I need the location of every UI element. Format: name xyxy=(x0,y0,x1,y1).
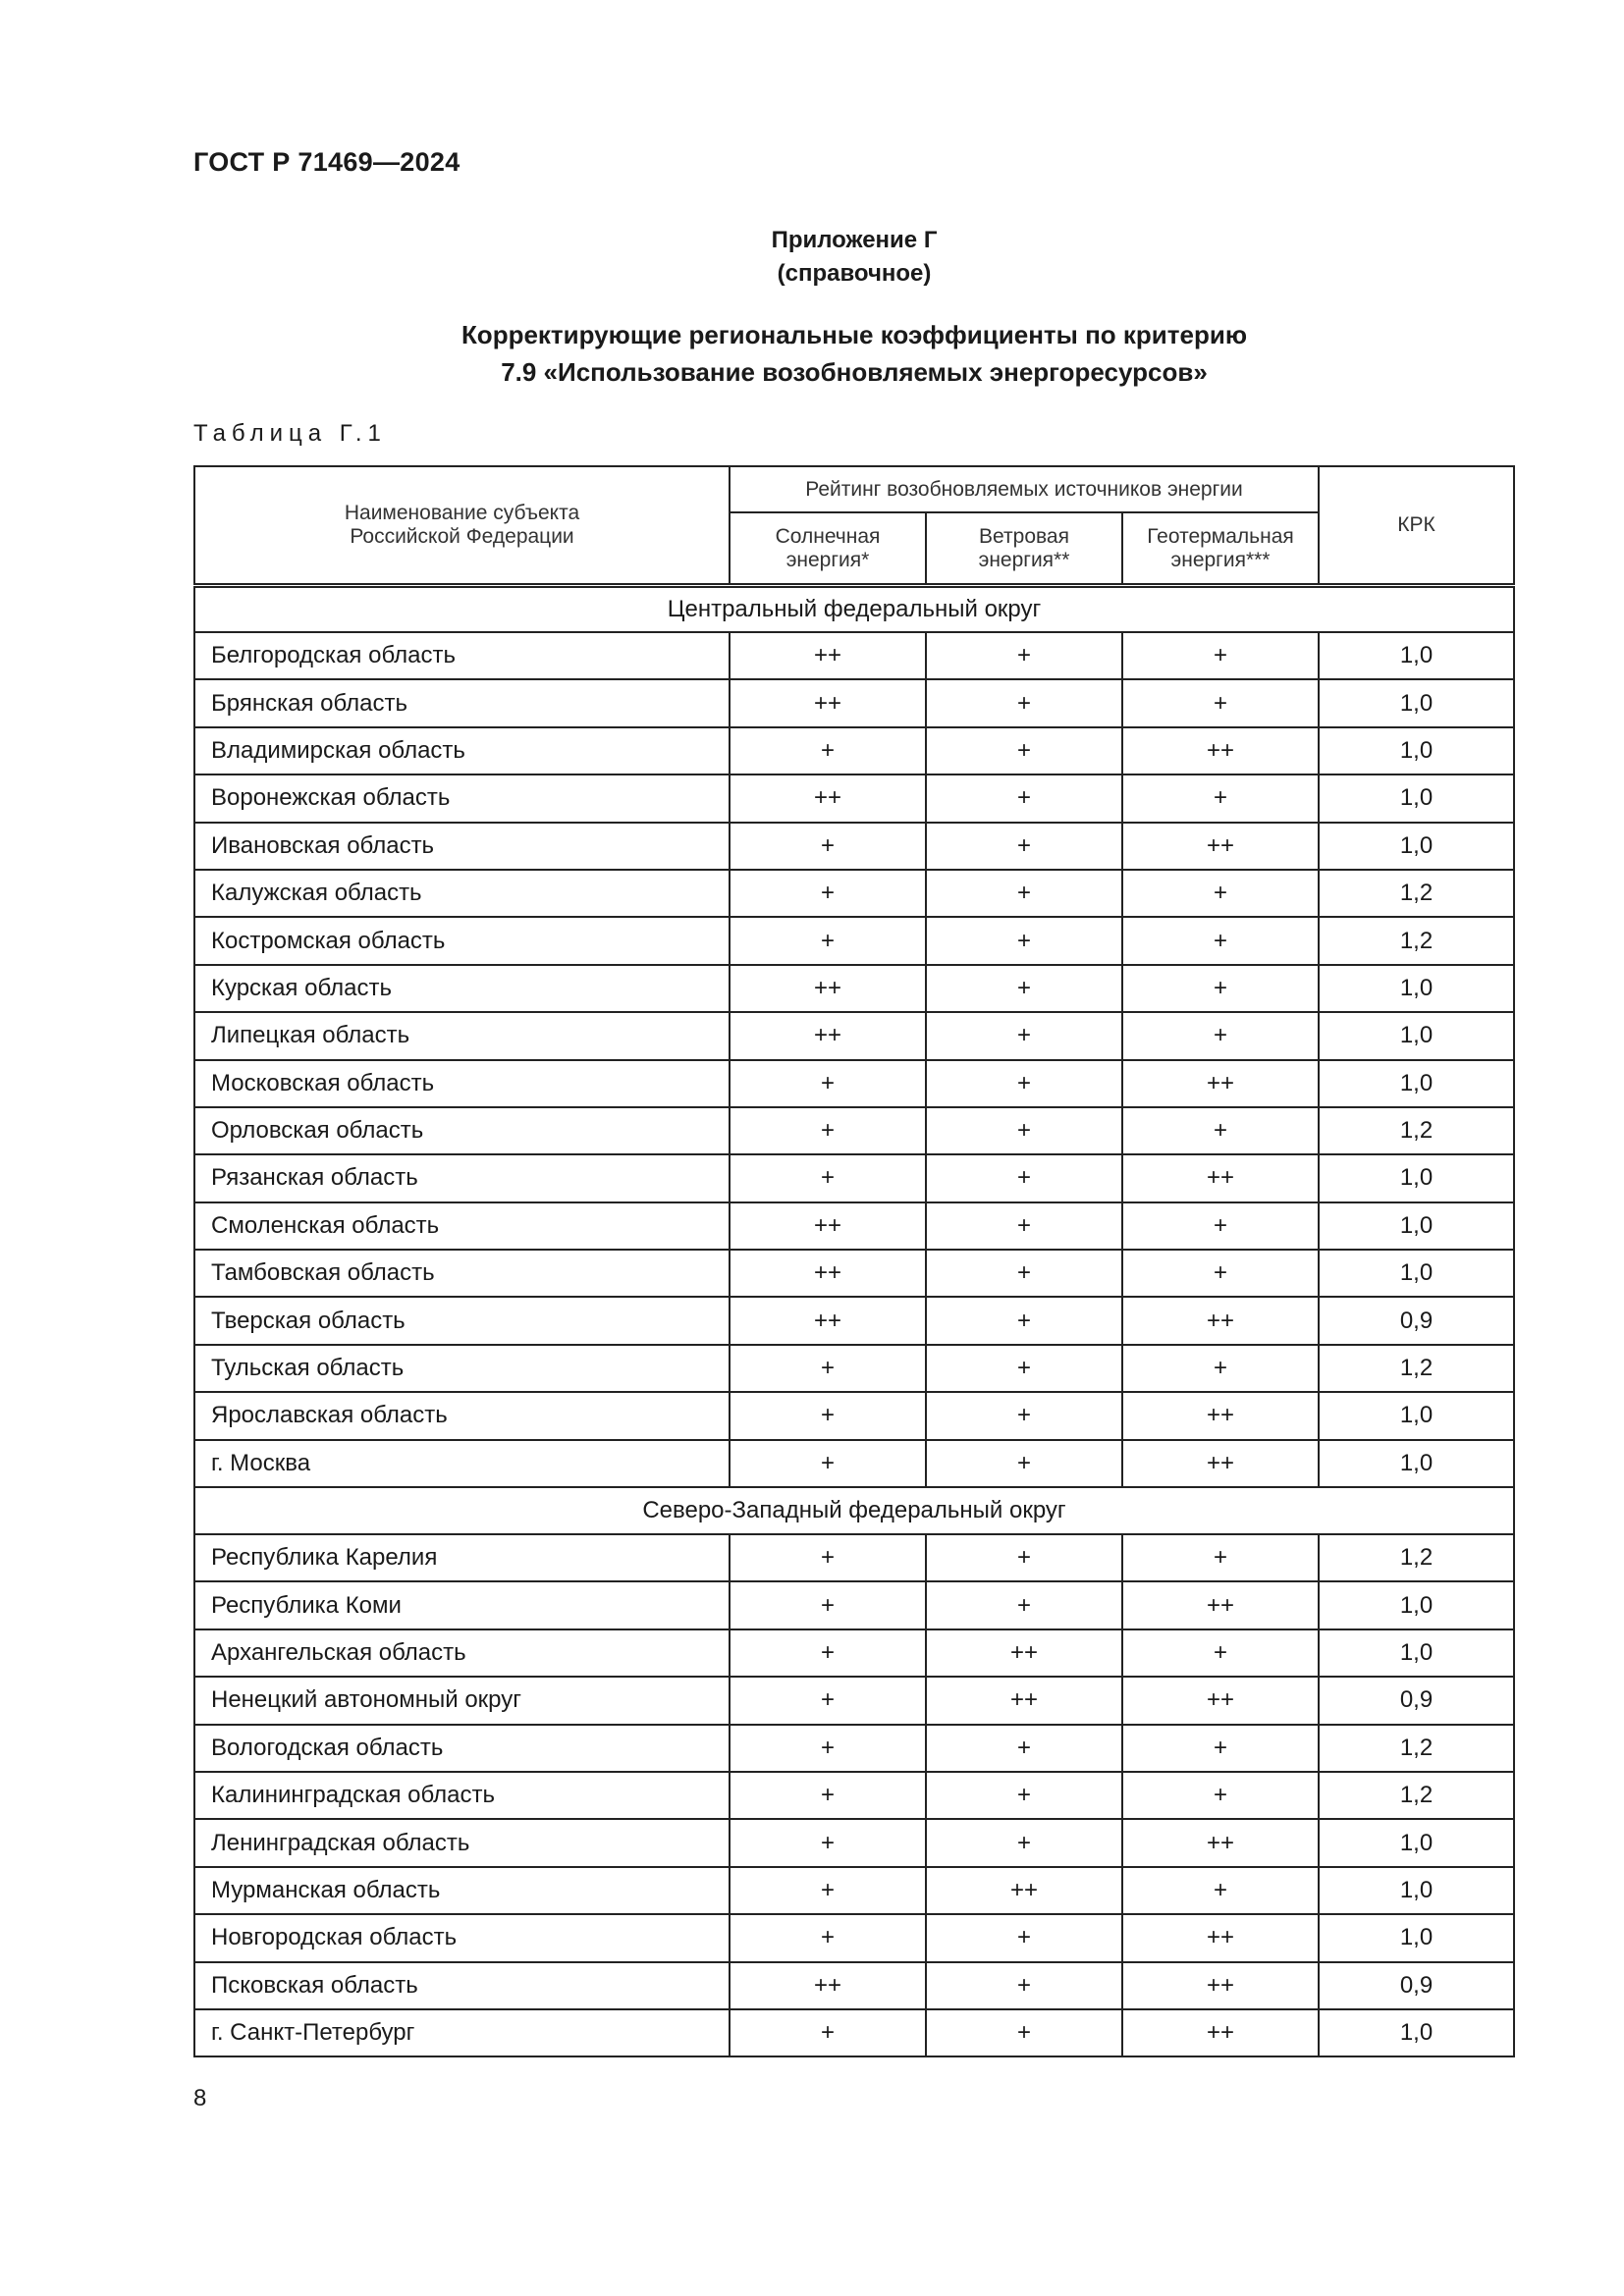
region-name-cell: Владимирская область xyxy=(194,727,730,774)
wind-cell: + xyxy=(926,1154,1122,1201)
appendix-title: Приложение Г xyxy=(771,227,938,253)
table-row xyxy=(194,1297,1514,1344)
krk-cell: 1,0 xyxy=(1319,1392,1514,1439)
geothermal-cell: ++ xyxy=(1122,823,1319,870)
geothermal-cell: ++ xyxy=(1122,1581,1319,1629)
region-name-cell: Тамбовская область xyxy=(194,1250,730,1297)
krk-cell: 1,2 xyxy=(1319,917,1514,964)
header-krk: КРК xyxy=(1319,466,1514,586)
region-name-cell: Костромская область xyxy=(194,917,730,964)
table-row xyxy=(194,1677,1514,1724)
section-heading xyxy=(0,316,1624,391)
region-name-cell: Новгородская область xyxy=(194,1914,730,1961)
wind-cell: + xyxy=(926,1012,1122,1059)
krk-cell: 1,2 xyxy=(1319,1725,1514,1772)
solar-cell: + xyxy=(730,1345,926,1392)
geothermal-cell: ++ xyxy=(1122,1297,1319,1344)
geothermal-cell: + xyxy=(1122,965,1319,1012)
geothermal-cell: ++ xyxy=(1122,1154,1319,1201)
region-name-cell: Воронежская область xyxy=(194,774,730,822)
geothermal-cell: + xyxy=(1122,679,1319,726)
table-row xyxy=(194,2009,1514,2056)
krk-cell: 1,2 xyxy=(1319,1772,1514,1819)
wind-cell: ++ xyxy=(926,1629,1122,1677)
wind-cell: + xyxy=(926,679,1122,726)
header-wind-line-2: энергия** xyxy=(978,548,1070,571)
table-row xyxy=(194,1012,1514,1059)
header-subject-line-2: Российской Федерации xyxy=(350,525,574,548)
solar-cell: ++ xyxy=(730,965,926,1012)
krk-cell: 1,2 xyxy=(1319,1534,1514,1581)
krk-cell: 0,9 xyxy=(1319,1677,1514,1724)
geothermal-cell: + xyxy=(1122,917,1319,964)
solar-cell: + xyxy=(730,2009,926,2056)
region-name-cell: Республика Коми xyxy=(194,1581,730,1629)
table-row xyxy=(194,870,1514,917)
solar-cell: + xyxy=(730,1629,926,1677)
krk-cell: 1,0 xyxy=(1319,632,1514,679)
table-row xyxy=(194,1440,1514,1487)
wind-cell: + xyxy=(926,1060,1122,1107)
region-name-cell: Белгородская область xyxy=(194,632,730,679)
geothermal-cell: + xyxy=(1122,1202,1319,1250)
wind-cell: + xyxy=(926,1725,1122,1772)
region-name-cell: Ненецкий автономный округ xyxy=(194,1677,730,1724)
wind-cell: + xyxy=(926,632,1122,679)
solar-cell: ++ xyxy=(730,1962,926,2009)
table-row xyxy=(194,1581,1514,1629)
solar-cell: ++ xyxy=(730,679,926,726)
heading-line-2: 7.9 «Использование возобновляемых энергоресурсов» xyxy=(501,357,1208,387)
solar-cell: + xyxy=(730,1392,926,1439)
header-solar-line-2: энергия* xyxy=(785,548,870,571)
geothermal-cell: + xyxy=(1122,870,1319,917)
region-name-cell: Мурманская область xyxy=(194,1867,730,1914)
wind-cell: + xyxy=(926,1250,1122,1297)
header-subject-line-1: Наименование субъекта xyxy=(344,502,580,524)
header-wind-line-1: Ветровая xyxy=(979,524,1069,548)
region-name-cell: Орловская область xyxy=(194,1107,730,1154)
table-row xyxy=(194,1060,1514,1107)
krk-cell: 1,2 xyxy=(1319,1107,1514,1154)
header-geothermal xyxy=(1122,512,1319,586)
solar-cell: ++ xyxy=(730,1012,926,1059)
table-row xyxy=(194,1962,1514,2009)
solar-cell: + xyxy=(730,1060,926,1107)
table-header-row-1 xyxy=(194,466,1514,512)
table-row xyxy=(194,1867,1514,1914)
region-name-cell: Архангельская область xyxy=(194,1629,730,1677)
wind-cell: ++ xyxy=(926,1677,1122,1724)
document-code: ГОСТ Р 71469—2024 xyxy=(193,147,460,177)
appendix-block xyxy=(0,224,1624,291)
geothermal-cell: + xyxy=(1122,1107,1319,1154)
table-row xyxy=(194,679,1514,726)
region-name-cell: г. Москва xyxy=(194,1440,730,1487)
geothermal-cell: ++ xyxy=(1122,727,1319,774)
federal-district-row xyxy=(194,586,1514,633)
krk-cell: 0,9 xyxy=(1319,1962,1514,2009)
region-name-cell: Московская область xyxy=(194,1060,730,1107)
wind-cell: + xyxy=(926,2009,1122,2056)
krk-cell: 1,0 xyxy=(1319,965,1514,1012)
table-row xyxy=(194,965,1514,1012)
wind-cell: + xyxy=(926,1962,1122,2009)
table-row xyxy=(194,1392,1514,1439)
solar-cell: ++ xyxy=(730,1202,926,1250)
solar-cell: + xyxy=(730,1772,926,1819)
solar-cell: ++ xyxy=(730,632,926,679)
geothermal-cell: + xyxy=(1122,1772,1319,1819)
table-row xyxy=(194,917,1514,964)
table-row xyxy=(194,1250,1514,1297)
region-name-cell: Ленинградская область xyxy=(194,1819,730,1866)
appendix-subtitle: (справочное) xyxy=(777,260,932,287)
solar-cell: + xyxy=(730,727,926,774)
wind-cell: + xyxy=(926,1772,1122,1819)
wind-cell: + xyxy=(926,1440,1122,1487)
krk-cell: 1,0 xyxy=(1319,1819,1514,1866)
region-name-cell: Смоленская область xyxy=(194,1202,730,1250)
geothermal-cell: + xyxy=(1122,1012,1319,1059)
geothermal-cell: + xyxy=(1122,632,1319,679)
table-row xyxy=(194,1819,1514,1866)
wind-cell: + xyxy=(926,1345,1122,1392)
region-name-cell: г. Санкт-Петербург xyxy=(194,2009,730,2056)
geothermal-cell: + xyxy=(1122,1725,1319,1772)
header-rating: Рейтинг возобновляемых источников энергии xyxy=(730,466,1319,512)
wind-cell: ++ xyxy=(926,1867,1122,1914)
krk-cell: 1,0 xyxy=(1319,823,1514,870)
geothermal-cell: ++ xyxy=(1122,1392,1319,1439)
wind-cell: + xyxy=(926,774,1122,822)
geothermal-cell: + xyxy=(1122,1629,1319,1677)
federal-district-title: Северо-Западный федеральный округ xyxy=(194,1487,1514,1534)
krk-cell: 1,0 xyxy=(1319,679,1514,726)
geothermal-cell: + xyxy=(1122,1250,1319,1297)
header-solar xyxy=(730,512,926,586)
region-name-cell: Ярославская область xyxy=(194,1392,730,1439)
wind-cell: + xyxy=(926,870,1122,917)
table-row xyxy=(194,1534,1514,1581)
table-row xyxy=(194,823,1514,870)
region-name-cell: Рязанская область xyxy=(194,1154,730,1201)
krk-cell: 1,0 xyxy=(1319,1914,1514,1961)
wind-cell: + xyxy=(926,727,1122,774)
table-row xyxy=(194,1345,1514,1392)
solar-cell: + xyxy=(730,1914,926,1961)
table-caption: Таблица Г.1 xyxy=(193,420,387,447)
wind-cell: + xyxy=(926,823,1122,870)
region-name-cell: Вологодская область xyxy=(194,1725,730,1772)
page-number: 8 xyxy=(193,2085,207,2111)
header-geo-line-1: Геотермальная xyxy=(1147,524,1294,548)
solar-cell: ++ xyxy=(730,774,926,822)
header-wind xyxy=(926,512,1122,586)
krk-cell: 1,0 xyxy=(1319,1581,1514,1629)
region-name-cell: Ивановская область xyxy=(194,823,730,870)
wind-cell: + xyxy=(926,1297,1122,1344)
krk-cell: 1,0 xyxy=(1319,1060,1514,1107)
table-row xyxy=(194,1914,1514,1961)
wind-cell: + xyxy=(926,1107,1122,1154)
solar-cell: + xyxy=(730,917,926,964)
solar-cell: + xyxy=(730,870,926,917)
geothermal-cell: + xyxy=(1122,1345,1319,1392)
table-row xyxy=(194,1107,1514,1154)
geothermal-cell: ++ xyxy=(1122,1819,1319,1866)
table-row xyxy=(194,1725,1514,1772)
solar-cell: + xyxy=(730,1440,926,1487)
header-subject xyxy=(194,466,730,586)
krk-cell: 1,2 xyxy=(1319,1345,1514,1392)
solar-cell: + xyxy=(730,1581,926,1629)
krk-cell: 0,9 xyxy=(1319,1297,1514,1344)
region-name-cell: Республика Карелия xyxy=(194,1534,730,1581)
solar-cell: + xyxy=(730,1534,926,1581)
krk-cell: 1,2 xyxy=(1319,870,1514,917)
solar-cell: + xyxy=(730,1867,926,1914)
wind-cell: + xyxy=(926,1581,1122,1629)
coefficients-table xyxy=(193,465,1515,2057)
geothermal-cell: ++ xyxy=(1122,1914,1319,1961)
krk-cell: 1,0 xyxy=(1319,1867,1514,1914)
table-body xyxy=(194,586,1514,2057)
region-name-cell: Тверская область xyxy=(194,1297,730,1344)
geothermal-cell: + xyxy=(1122,1867,1319,1914)
wind-cell: + xyxy=(926,917,1122,964)
geothermal-cell: ++ xyxy=(1122,1962,1319,2009)
federal-district-row xyxy=(194,1487,1514,1534)
krk-cell: 1,0 xyxy=(1319,1629,1514,1677)
table-row xyxy=(194,1772,1514,1819)
krk-cell: 1,0 xyxy=(1319,774,1514,822)
solar-cell: + xyxy=(730,1819,926,1866)
table-row xyxy=(194,774,1514,822)
federal-district-title: Центральный федеральный округ xyxy=(194,586,1514,633)
table-row xyxy=(194,1154,1514,1201)
wind-cell: + xyxy=(926,1202,1122,1250)
solar-cell: ++ xyxy=(730,1250,926,1297)
region-name-cell: Калужская область xyxy=(194,870,730,917)
geothermal-cell: ++ xyxy=(1122,1677,1319,1724)
wind-cell: + xyxy=(926,1819,1122,1866)
geothermal-cell: ++ xyxy=(1122,2009,1319,2056)
heading-line-1: Корректирующие региональные коэффициенты по критерию xyxy=(460,320,1248,349)
geothermal-cell: ++ xyxy=(1122,1440,1319,1487)
region-name-cell: Брянская область xyxy=(194,679,730,726)
region-name-cell: Калининградская область xyxy=(194,1772,730,1819)
wind-cell: + xyxy=(926,1392,1122,1439)
krk-cell: 1,0 xyxy=(1319,2009,1514,2056)
solar-cell: ++ xyxy=(730,1297,926,1344)
krk-cell: 1,0 xyxy=(1319,1154,1514,1201)
region-name-cell: Тульская область xyxy=(194,1345,730,1392)
region-name-cell: Липецкая область xyxy=(194,1012,730,1059)
krk-cell: 1,0 xyxy=(1319,727,1514,774)
wind-cell: + xyxy=(926,1534,1122,1581)
solar-cell: + xyxy=(730,823,926,870)
table-row xyxy=(194,1202,1514,1250)
wind-cell: + xyxy=(926,1914,1122,1961)
krk-cell: 1,0 xyxy=(1319,1012,1514,1059)
solar-cell: + xyxy=(730,1677,926,1724)
header-solar-line-1: Солнечная xyxy=(775,524,881,548)
table-row xyxy=(194,1629,1514,1677)
region-name-cell: Курская область xyxy=(194,965,730,1012)
solar-cell: + xyxy=(730,1725,926,1772)
krk-cell: 1,0 xyxy=(1319,1250,1514,1297)
geothermal-cell: + xyxy=(1122,774,1319,822)
wind-cell: + xyxy=(926,965,1122,1012)
geothermal-cell: ++ xyxy=(1122,1060,1319,1107)
krk-cell: 1,0 xyxy=(1319,1440,1514,1487)
table-row xyxy=(194,632,1514,679)
header-geo-line-2: энергия*** xyxy=(1170,548,1271,571)
krk-cell: 1,0 xyxy=(1319,1202,1514,1250)
solar-cell: + xyxy=(730,1154,926,1201)
table-row xyxy=(194,727,1514,774)
solar-cell: + xyxy=(730,1107,926,1154)
geothermal-cell: + xyxy=(1122,1534,1319,1581)
region-name-cell: Псковская область xyxy=(194,1962,730,2009)
